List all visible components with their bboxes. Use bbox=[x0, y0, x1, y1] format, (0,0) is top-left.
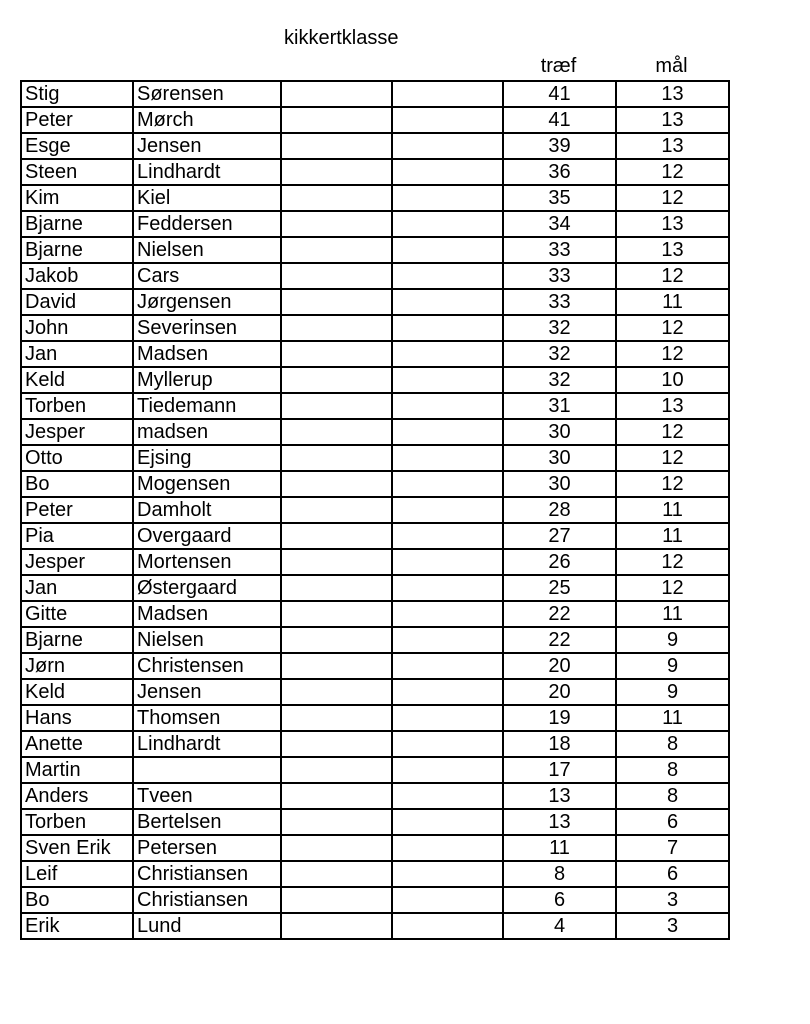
hits-cell[interactable]: 34 bbox=[503, 211, 616, 237]
hits-cell[interactable]: 32 bbox=[503, 367, 616, 393]
empty-cell[interactable] bbox=[281, 523, 392, 549]
first-name-cell[interactable]: Otto bbox=[21, 445, 133, 471]
hits-cell[interactable]: 33 bbox=[503, 237, 616, 263]
first-name-cell[interactable]: Jan bbox=[21, 341, 133, 367]
goals-cell[interactable]: 11 bbox=[616, 497, 729, 523]
last-name-cell[interactable]: Østergaard bbox=[133, 575, 281, 601]
first-name-cell[interactable]: David bbox=[21, 289, 133, 315]
goals-cell[interactable]: 7 bbox=[616, 835, 729, 861]
first-name-cell[interactable]: Torben bbox=[21, 809, 133, 835]
empty-cell[interactable] bbox=[392, 913, 503, 939]
last-name-cell[interactable]: Madsen bbox=[133, 601, 281, 627]
goals-cell[interactable]: 3 bbox=[616, 913, 729, 939]
sheet-title: kikkertklasse bbox=[284, 27, 399, 49]
empty-cell[interactable] bbox=[281, 237, 392, 263]
hits-cell[interactable]: 26 bbox=[503, 549, 616, 575]
first-name-cell[interactable]: Bjarne bbox=[21, 211, 133, 237]
goals-cell[interactable]: 11 bbox=[616, 601, 729, 627]
goals-cell[interactable]: 12 bbox=[616, 185, 729, 211]
table-row[interactable] bbox=[21, 159, 729, 185]
empty-cell[interactable] bbox=[392, 887, 503, 913]
hits-cell[interactable]: 13 bbox=[503, 783, 616, 809]
hits-cell[interactable]: 4 bbox=[503, 913, 616, 939]
empty-cell[interactable] bbox=[392, 627, 503, 653]
hits-cell[interactable]: 19 bbox=[503, 705, 616, 731]
empty-cell[interactable] bbox=[281, 783, 392, 809]
last-name-cell[interactable]: Madsen bbox=[133, 341, 281, 367]
goals-cell[interactable]: 6 bbox=[616, 809, 729, 835]
empty-cell[interactable] bbox=[392, 159, 503, 185]
empty-cell[interactable] bbox=[392, 653, 503, 679]
goals-cell[interactable]: 13 bbox=[616, 133, 729, 159]
first-name-cell[interactable]: Steen bbox=[21, 159, 133, 185]
empty-cell[interactable] bbox=[392, 705, 503, 731]
first-name-cell[interactable]: Jakob bbox=[21, 263, 133, 289]
empty-cell[interactable] bbox=[392, 601, 503, 627]
last-name-cell[interactable]: Jensen bbox=[133, 679, 281, 705]
goals-cell[interactable]: 12 bbox=[616, 419, 729, 445]
goals-cell[interactable]: 9 bbox=[616, 679, 729, 705]
table-row[interactable] bbox=[21, 289, 729, 315]
hits-cell[interactable]: 20 bbox=[503, 679, 616, 705]
goals-cell[interactable]: 11 bbox=[616, 289, 729, 315]
last-name-cell[interactable]: Nielsen bbox=[133, 627, 281, 653]
empty-cell[interactable] bbox=[281, 185, 392, 211]
first-name-cell[interactable]: Bjarne bbox=[21, 237, 133, 263]
goals-cell[interactable]: 12 bbox=[616, 471, 729, 497]
first-name-cell[interactable]: Jesper bbox=[21, 419, 133, 445]
hits-cell[interactable]: 20 bbox=[503, 653, 616, 679]
hits-cell[interactable]: 22 bbox=[503, 601, 616, 627]
goals-cell[interactable]: 8 bbox=[616, 757, 729, 783]
goals-cell[interactable]: 9 bbox=[616, 653, 729, 679]
last-name-cell[interactable]: Thomsen bbox=[133, 705, 281, 731]
first-name-cell[interactable]: Peter bbox=[21, 497, 133, 523]
goals-cell[interactable]: 11 bbox=[616, 705, 729, 731]
last-name-cell[interactable]: Feddersen bbox=[133, 211, 281, 237]
empty-cell[interactable] bbox=[281, 211, 392, 237]
table-row[interactable] bbox=[21, 783, 729, 809]
table-row[interactable] bbox=[21, 601, 729, 627]
empty-cell[interactable] bbox=[392, 237, 503, 263]
first-name-cell[interactable]: Leif bbox=[21, 861, 133, 887]
goals-cell[interactable]: 12 bbox=[616, 341, 729, 367]
last-name-cell[interactable]: Mogensen bbox=[133, 471, 281, 497]
table-row[interactable] bbox=[21, 887, 729, 913]
first-name-cell[interactable]: Peter bbox=[21, 107, 133, 133]
empty-cell[interactable] bbox=[392, 419, 503, 445]
first-name-cell[interactable]: Bo bbox=[21, 887, 133, 913]
goals-cell[interactable]: 6 bbox=[616, 861, 729, 887]
table-row[interactable] bbox=[21, 341, 729, 367]
table-row[interactable] bbox=[21, 237, 729, 263]
first-name-cell[interactable]: Jesper bbox=[21, 549, 133, 575]
empty-cell[interactable] bbox=[392, 211, 503, 237]
empty-cell[interactable] bbox=[281, 159, 392, 185]
hits-cell[interactable]: 41 bbox=[503, 81, 616, 107]
column-header-hits: træf bbox=[540, 55, 577, 77]
hits-cell[interactable]: 33 bbox=[503, 289, 616, 315]
last-name-cell[interactable]: Mørch bbox=[133, 107, 281, 133]
last-name-cell[interactable]: Petersen bbox=[133, 835, 281, 861]
empty-cell[interactable] bbox=[392, 393, 503, 419]
hits-cell[interactable]: 22 bbox=[503, 627, 616, 653]
table-row[interactable] bbox=[21, 913, 729, 939]
hits-cell[interactable]: 30 bbox=[503, 471, 616, 497]
table-row[interactable] bbox=[21, 419, 729, 445]
goals-cell[interactable]: 8 bbox=[616, 731, 729, 757]
last-name-cell[interactable]: Christiansen bbox=[133, 861, 281, 887]
empty-cell[interactable] bbox=[392, 341, 503, 367]
hits-cell[interactable]: 18 bbox=[503, 731, 616, 757]
last-name-cell[interactable]: Severinsen bbox=[133, 315, 281, 341]
table-row[interactable] bbox=[21, 549, 729, 575]
goals-cell[interactable]: 12 bbox=[616, 549, 729, 575]
empty-cell[interactable] bbox=[281, 107, 392, 133]
table-row[interactable] bbox=[21, 263, 729, 289]
empty-cell[interactable] bbox=[281, 809, 392, 835]
last-name-cell[interactable]: Tveen bbox=[133, 783, 281, 809]
table-row[interactable] bbox=[21, 315, 729, 341]
hits-cell[interactable]: 11 bbox=[503, 835, 616, 861]
empty-cell[interactable] bbox=[281, 393, 392, 419]
empty-cell[interactable] bbox=[281, 133, 392, 159]
empty-cell[interactable] bbox=[392, 757, 503, 783]
table-row[interactable] bbox=[21, 653, 729, 679]
first-name-cell[interactable]: Jan bbox=[21, 575, 133, 601]
results-table-body bbox=[21, 81, 729, 939]
table-row[interactable] bbox=[21, 627, 729, 653]
table-row[interactable] bbox=[21, 731, 729, 757]
empty-cell[interactable] bbox=[392, 315, 503, 341]
empty-cell[interactable] bbox=[281, 315, 392, 341]
first-name-cell[interactable]: Keld bbox=[21, 367, 133, 393]
goals-cell[interactable]: 9 bbox=[616, 627, 729, 653]
empty-cell[interactable] bbox=[392, 549, 503, 575]
goals-cell[interactable]: 13 bbox=[616, 81, 729, 107]
goals-cell[interactable]: 3 bbox=[616, 887, 729, 913]
empty-cell[interactable] bbox=[392, 289, 503, 315]
hits-cell[interactable]: 33 bbox=[503, 263, 616, 289]
hits-cell[interactable]: 17 bbox=[503, 757, 616, 783]
hits-cell[interactable]: 39 bbox=[503, 133, 616, 159]
column-header-goals: mål bbox=[655, 55, 688, 77]
first-name-cell[interactable]: John bbox=[21, 315, 133, 341]
hits-cell[interactable]: 31 bbox=[503, 393, 616, 419]
empty-cell[interactable] bbox=[281, 341, 392, 367]
first-name-cell[interactable]: Esge bbox=[21, 133, 133, 159]
first-name-cell[interactable]: Hans bbox=[21, 705, 133, 731]
hits-cell[interactable]: 27 bbox=[503, 523, 616, 549]
first-name-cell[interactable]: Bo bbox=[21, 471, 133, 497]
empty-cell[interactable] bbox=[281, 679, 392, 705]
last-name-cell[interactable]: Christensen bbox=[133, 653, 281, 679]
hits-cell[interactable]: 13 bbox=[503, 809, 616, 835]
empty-cell[interactable] bbox=[281, 263, 392, 289]
empty-cell[interactable] bbox=[392, 523, 503, 549]
empty-cell[interactable] bbox=[281, 289, 392, 315]
table-row[interactable] bbox=[21, 367, 729, 393]
goals-cell[interactable]: 12 bbox=[616, 445, 729, 471]
empty-cell[interactable] bbox=[392, 809, 503, 835]
table-row[interactable] bbox=[21, 497, 729, 523]
empty-cell[interactable] bbox=[281, 81, 392, 107]
last-name-cell[interactable]: Kiel bbox=[133, 185, 281, 211]
goals-cell[interactable]: 12 bbox=[616, 263, 729, 289]
empty-cell[interactable] bbox=[281, 497, 392, 523]
first-name-cell[interactable]: Anders bbox=[21, 783, 133, 809]
first-name-cell[interactable]: Pia bbox=[21, 523, 133, 549]
hits-cell[interactable]: 35 bbox=[503, 185, 616, 211]
hits-cell[interactable]: 36 bbox=[503, 159, 616, 185]
empty-cell[interactable] bbox=[281, 367, 392, 393]
empty-cell[interactable] bbox=[281, 601, 392, 627]
empty-cell[interactable] bbox=[281, 419, 392, 445]
first-name-cell[interactable]: Bjarne bbox=[21, 627, 133, 653]
empty-cell[interactable] bbox=[281, 757, 392, 783]
empty-cell[interactable] bbox=[281, 575, 392, 601]
goals-cell[interactable]: 11 bbox=[616, 523, 729, 549]
first-name-cell[interactable]: Jørn bbox=[21, 653, 133, 679]
table-row[interactable] bbox=[21, 471, 729, 497]
goals-cell[interactable]: 12 bbox=[616, 575, 729, 601]
hits-cell[interactable]: 30 bbox=[503, 445, 616, 471]
empty-cell[interactable] bbox=[281, 887, 392, 913]
empty-cell[interactable] bbox=[281, 445, 392, 471]
goals-cell[interactable]: 13 bbox=[616, 393, 729, 419]
goals-cell[interactable]: 13 bbox=[616, 211, 729, 237]
first-name-cell[interactable]: Keld bbox=[21, 679, 133, 705]
empty-cell[interactable] bbox=[281, 627, 392, 653]
empty-cell[interactable] bbox=[392, 575, 503, 601]
hits-cell[interactable]: 32 bbox=[503, 315, 616, 341]
empty-cell[interactable] bbox=[281, 731, 392, 757]
empty-cell[interactable] bbox=[392, 783, 503, 809]
table-row[interactable] bbox=[21, 757, 729, 783]
first-name-cell[interactable]: Sven Erik bbox=[21, 835, 133, 861]
table-row[interactable] bbox=[21, 133, 729, 159]
hits-cell[interactable]: 32 bbox=[503, 341, 616, 367]
first-name-cell[interactable]: Stig bbox=[21, 81, 133, 107]
first-name-cell[interactable]: Torben bbox=[21, 393, 133, 419]
empty-cell[interactable] bbox=[281, 471, 392, 497]
empty-cell[interactable] bbox=[281, 705, 392, 731]
last-name-cell[interactable]: Lund bbox=[133, 913, 281, 939]
last-name-cell[interactable]: Myllerup bbox=[133, 367, 281, 393]
empty-cell[interactable] bbox=[392, 497, 503, 523]
empty-cell[interactable] bbox=[392, 835, 503, 861]
results-table bbox=[20, 80, 730, 940]
table-row[interactable] bbox=[21, 835, 729, 861]
last-name-cell[interactable] bbox=[133, 757, 281, 783]
hits-cell[interactable]: 8 bbox=[503, 861, 616, 887]
first-name-cell[interactable]: Martin bbox=[21, 757, 133, 783]
last-name-cell[interactable]: Jørgensen bbox=[133, 289, 281, 315]
first-name-cell[interactable]: Anette bbox=[21, 731, 133, 757]
last-name-cell[interactable]: Sørensen bbox=[133, 81, 281, 107]
last-name-cell[interactable]: Bertelsen bbox=[133, 809, 281, 835]
table-row[interactable] bbox=[21, 211, 729, 237]
last-name-cell[interactable]: Cars bbox=[133, 263, 281, 289]
table-row[interactable] bbox=[21, 107, 729, 133]
empty-cell[interactable] bbox=[392, 471, 503, 497]
empty-cell[interactable] bbox=[392, 367, 503, 393]
last-name-cell[interactable]: Lindhardt bbox=[133, 731, 281, 757]
empty-cell[interactable] bbox=[392, 445, 503, 471]
empty-cell[interactable] bbox=[281, 861, 392, 887]
table-row[interactable] bbox=[21, 861, 729, 887]
empty-cell[interactable] bbox=[281, 913, 392, 939]
hits-cell[interactable]: 41 bbox=[503, 107, 616, 133]
last-name-cell[interactable]: Damholt bbox=[133, 497, 281, 523]
last-name-cell[interactable]: Tiedemann bbox=[133, 393, 281, 419]
last-name-cell[interactable]: Lindhardt bbox=[133, 159, 281, 185]
empty-cell[interactable] bbox=[392, 81, 503, 107]
empty-cell[interactable] bbox=[281, 835, 392, 861]
first-name-cell[interactable]: Gitte bbox=[21, 601, 133, 627]
first-name-cell[interactable]: Kim bbox=[21, 185, 133, 211]
goals-cell[interactable]: 8 bbox=[616, 783, 729, 809]
goals-cell[interactable]: 10 bbox=[616, 367, 729, 393]
last-name-cell[interactable]: Nielsen bbox=[133, 237, 281, 263]
goals-cell[interactable]: 12 bbox=[616, 315, 729, 341]
table-row[interactable] bbox=[21, 679, 729, 705]
goals-cell[interactable]: 13 bbox=[616, 237, 729, 263]
last-name-cell[interactable]: Christiansen bbox=[133, 887, 281, 913]
last-name-cell[interactable]: Overgaard bbox=[133, 523, 281, 549]
table-row[interactable] bbox=[21, 393, 729, 419]
empty-cell[interactable] bbox=[392, 107, 503, 133]
empty-cell[interactable] bbox=[281, 549, 392, 575]
empty-cell[interactable] bbox=[392, 679, 503, 705]
hits-cell[interactable]: 6 bbox=[503, 887, 616, 913]
table-row[interactable] bbox=[21, 809, 729, 835]
last-name-cell[interactable]: Ejsing bbox=[133, 445, 281, 471]
goals-cell[interactable]: 12 bbox=[616, 159, 729, 185]
goals-cell[interactable]: 13 bbox=[616, 107, 729, 133]
table-row[interactable] bbox=[21, 705, 729, 731]
hits-cell[interactable]: 30 bbox=[503, 419, 616, 445]
empty-cell[interactable] bbox=[392, 133, 503, 159]
hits-cell[interactable]: 28 bbox=[503, 497, 616, 523]
table-row[interactable] bbox=[21, 523, 729, 549]
empty-cell[interactable] bbox=[392, 185, 503, 211]
last-name-cell[interactable]: Jensen bbox=[133, 133, 281, 159]
empty-cell[interactable] bbox=[392, 731, 503, 757]
last-name-cell[interactable]: Mortensen bbox=[133, 549, 281, 575]
empty-cell[interactable] bbox=[281, 653, 392, 679]
empty-cell[interactable] bbox=[392, 861, 503, 887]
hits-cell[interactable]: 25 bbox=[503, 575, 616, 601]
last-name-cell[interactable]: madsen bbox=[133, 419, 281, 445]
first-name-cell[interactable]: Erik bbox=[21, 913, 133, 939]
table-row[interactable] bbox=[21, 81, 729, 107]
table-row[interactable] bbox=[21, 445, 729, 471]
table-row[interactable] bbox=[21, 575, 729, 601]
empty-cell[interactable] bbox=[392, 263, 503, 289]
table-row[interactable] bbox=[21, 185, 729, 211]
